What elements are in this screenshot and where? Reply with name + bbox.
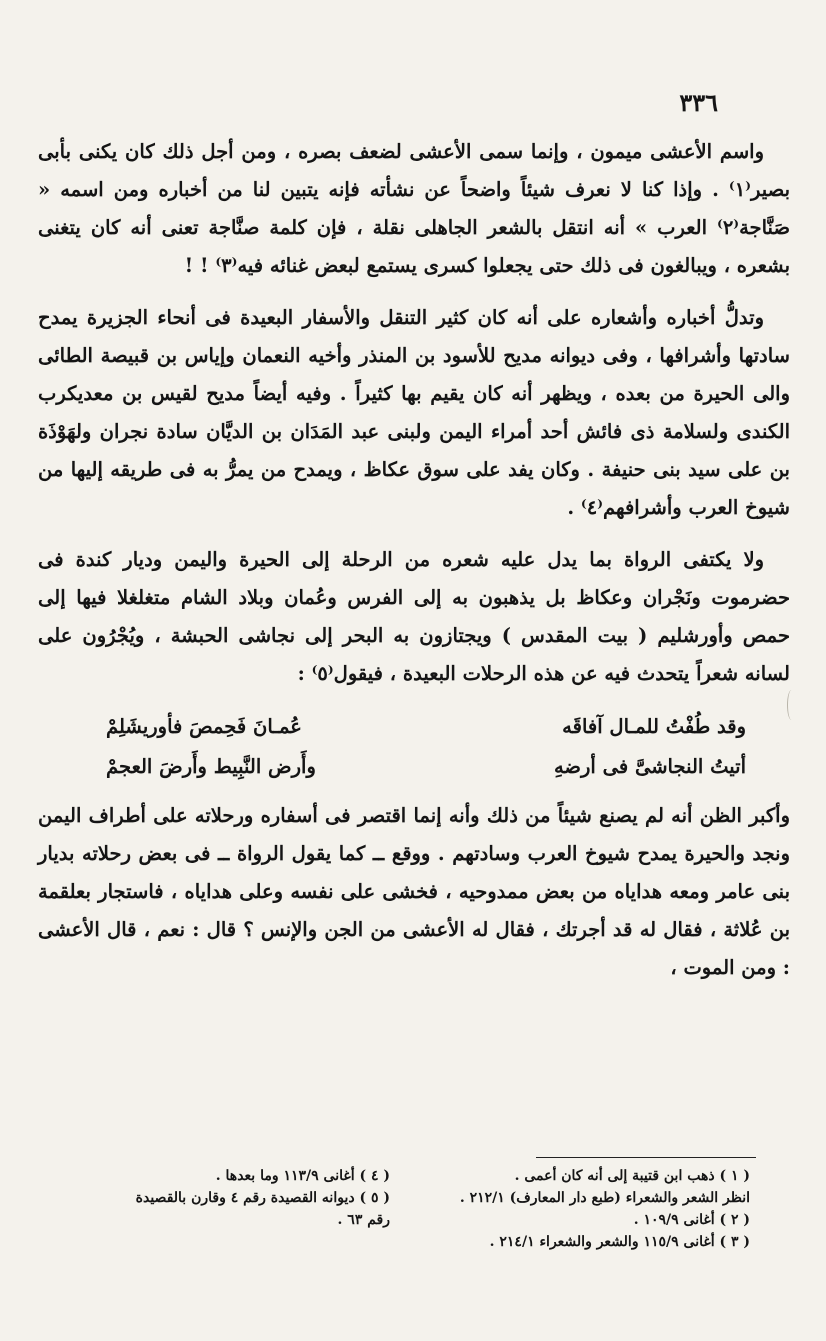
paragraph: ولا يكتفى الرواة بما يدل عليه شعره من الرحلة إلى الحيرة واليمن وديار كندة فى حضرموت ونَجْران وعكاظ بل يذهبون به إلى الفرس وعُمان وبلاد الشام متغلغلا فيها إلى حمص وأورشليم ( بيت المقدس ) ويجتازون به البحر إلى نجاشى الحبشة ، ويُجْرُون على لسانه شعراً يتحدث فيه عن هذه الرحلات البعيدة ، فيقول⁽٥⁾ : bbox=[38, 548, 790, 685]
verse-first-hemistich: أتيتُ النجاشىَّ فى أرضهِ bbox=[553, 755, 746, 778]
footnote: ( ٢ ) أغانى ١٠٩/٩ . bbox=[633, 1212, 750, 1228]
paragraph: وأكبر الظن أنه لم يصنع شيئاً من ذلك وأنه إنما اقتصر فى أسفاره ورحلاته على أطراف اليمن ونجد والحيرة يمدح شيوخ العرب وسادتهم . ووقع ــ كما يقول الرواة ــ فى بعض رحلاته بديار بنى عامر ومعه هداياه من بعض ممدوحيه ، فخشى على نفسه وعلى هداياه ، فاستجار بعلقمة بن عُلاثة ، فقال له قد أجرتك ، فقال له الأعشى من الجن والإنس ؟ قال : نعم ، قال الأعشى : ومن الموت ، bbox=[38, 804, 790, 979]
body-text bbox=[38, 133, 790, 1001]
footnote: انظر الشعر والشعراء (طبع دار المعارف) ٢١٢/١ . bbox=[459, 1190, 750, 1206]
footnotes bbox=[60, 1165, 750, 1253]
margin-mark bbox=[787, 690, 796, 720]
verse-second-hemistich: وأَرض النَّبِيط وأَرضَ العجمْ bbox=[106, 755, 316, 778]
paragraph: وتدلُّ أخباره وأشعاره على أنه كان كثير التنقل والأسفار البعيدة فى أنحاء الجزيرة يمدح سادتها وأشرافها ، وفى ديوانه مديح للأسود بن المنذر وأخيه النعمان وإياس بن قبيصة الطائى والى الحيرة من بعده ، ويظهر أنه كان يقيم بها كثيراً . وفيه أيضاً مديح لقيس بن معديكرب الكندى ولسلامة ذى فائش أحد أمراء اليمن ولبنى عبد المَدَان بن الديَّان سادة نجران ولهَوْذَة بن على سيد بنى حنيفة . وكان يفد على سوق عكاظ ، ويمدح من يمرُّ به فى طريقه إليها من شيوخ العرب وأشرافهم⁽٤⁾ . bbox=[38, 306, 790, 519]
footnote: ( ٥ ) ديوانه القصيدة رقم ٤ وقارن بالقصيدة bbox=[135, 1190, 390, 1206]
footnote: رقم ٦٣ . bbox=[337, 1212, 390, 1228]
verse-first-hemistich: وقد طُفْتُ للمـال آفاقَه bbox=[562, 715, 746, 738]
footnotes-left-column bbox=[60, 1165, 390, 1253]
verse-line bbox=[106, 747, 746, 787]
poem-verse bbox=[38, 707, 790, 787]
paragraph: واسم الأعشى ميمون ، وإنما سمى الأعشى لضعف بصره ، ومن أجل ذلك كان يكنى بأبى بصير⁽١⁾ . وإذا كنا لا نعرف شيئاً واضحاً عن نشأته فإنه يتبين لنا من أخباره ومن اسمه « صَنَّاجة⁽٢⁾ العرب » أنه انتقل بالشعر الجاهلى نقلة ، فإن كلمة صنَّاجة تعنى أنه كان يتغنى بشعره ، ويبالغون فى ذلك حتى يجعلوا كسرى يستمع لبعض غنائه فيه⁽٣⁾ ! ! bbox=[38, 140, 790, 277]
page-number: ٣٣٦ bbox=[679, 88, 718, 117]
verse-line bbox=[106, 707, 746, 747]
footnote: ( ٣ ) أغانى ١١٥/٩ والشعر والشعراء ٢١٤/١ . bbox=[489, 1234, 750, 1250]
verse-second-hemistich: عُمـانَ فَحِمصَ فأوريشَلِمْ bbox=[106, 715, 302, 738]
footnote-separator bbox=[536, 1157, 756, 1158]
footnote: ( ٤ ) أغانى ١١٣/٩ وما بعدها . bbox=[215, 1168, 390, 1184]
footnotes-right-column bbox=[420, 1165, 750, 1253]
footnote: ( ١ ) ذهب ابن قتيبة إلى أنه كان أعمى . bbox=[514, 1168, 750, 1184]
